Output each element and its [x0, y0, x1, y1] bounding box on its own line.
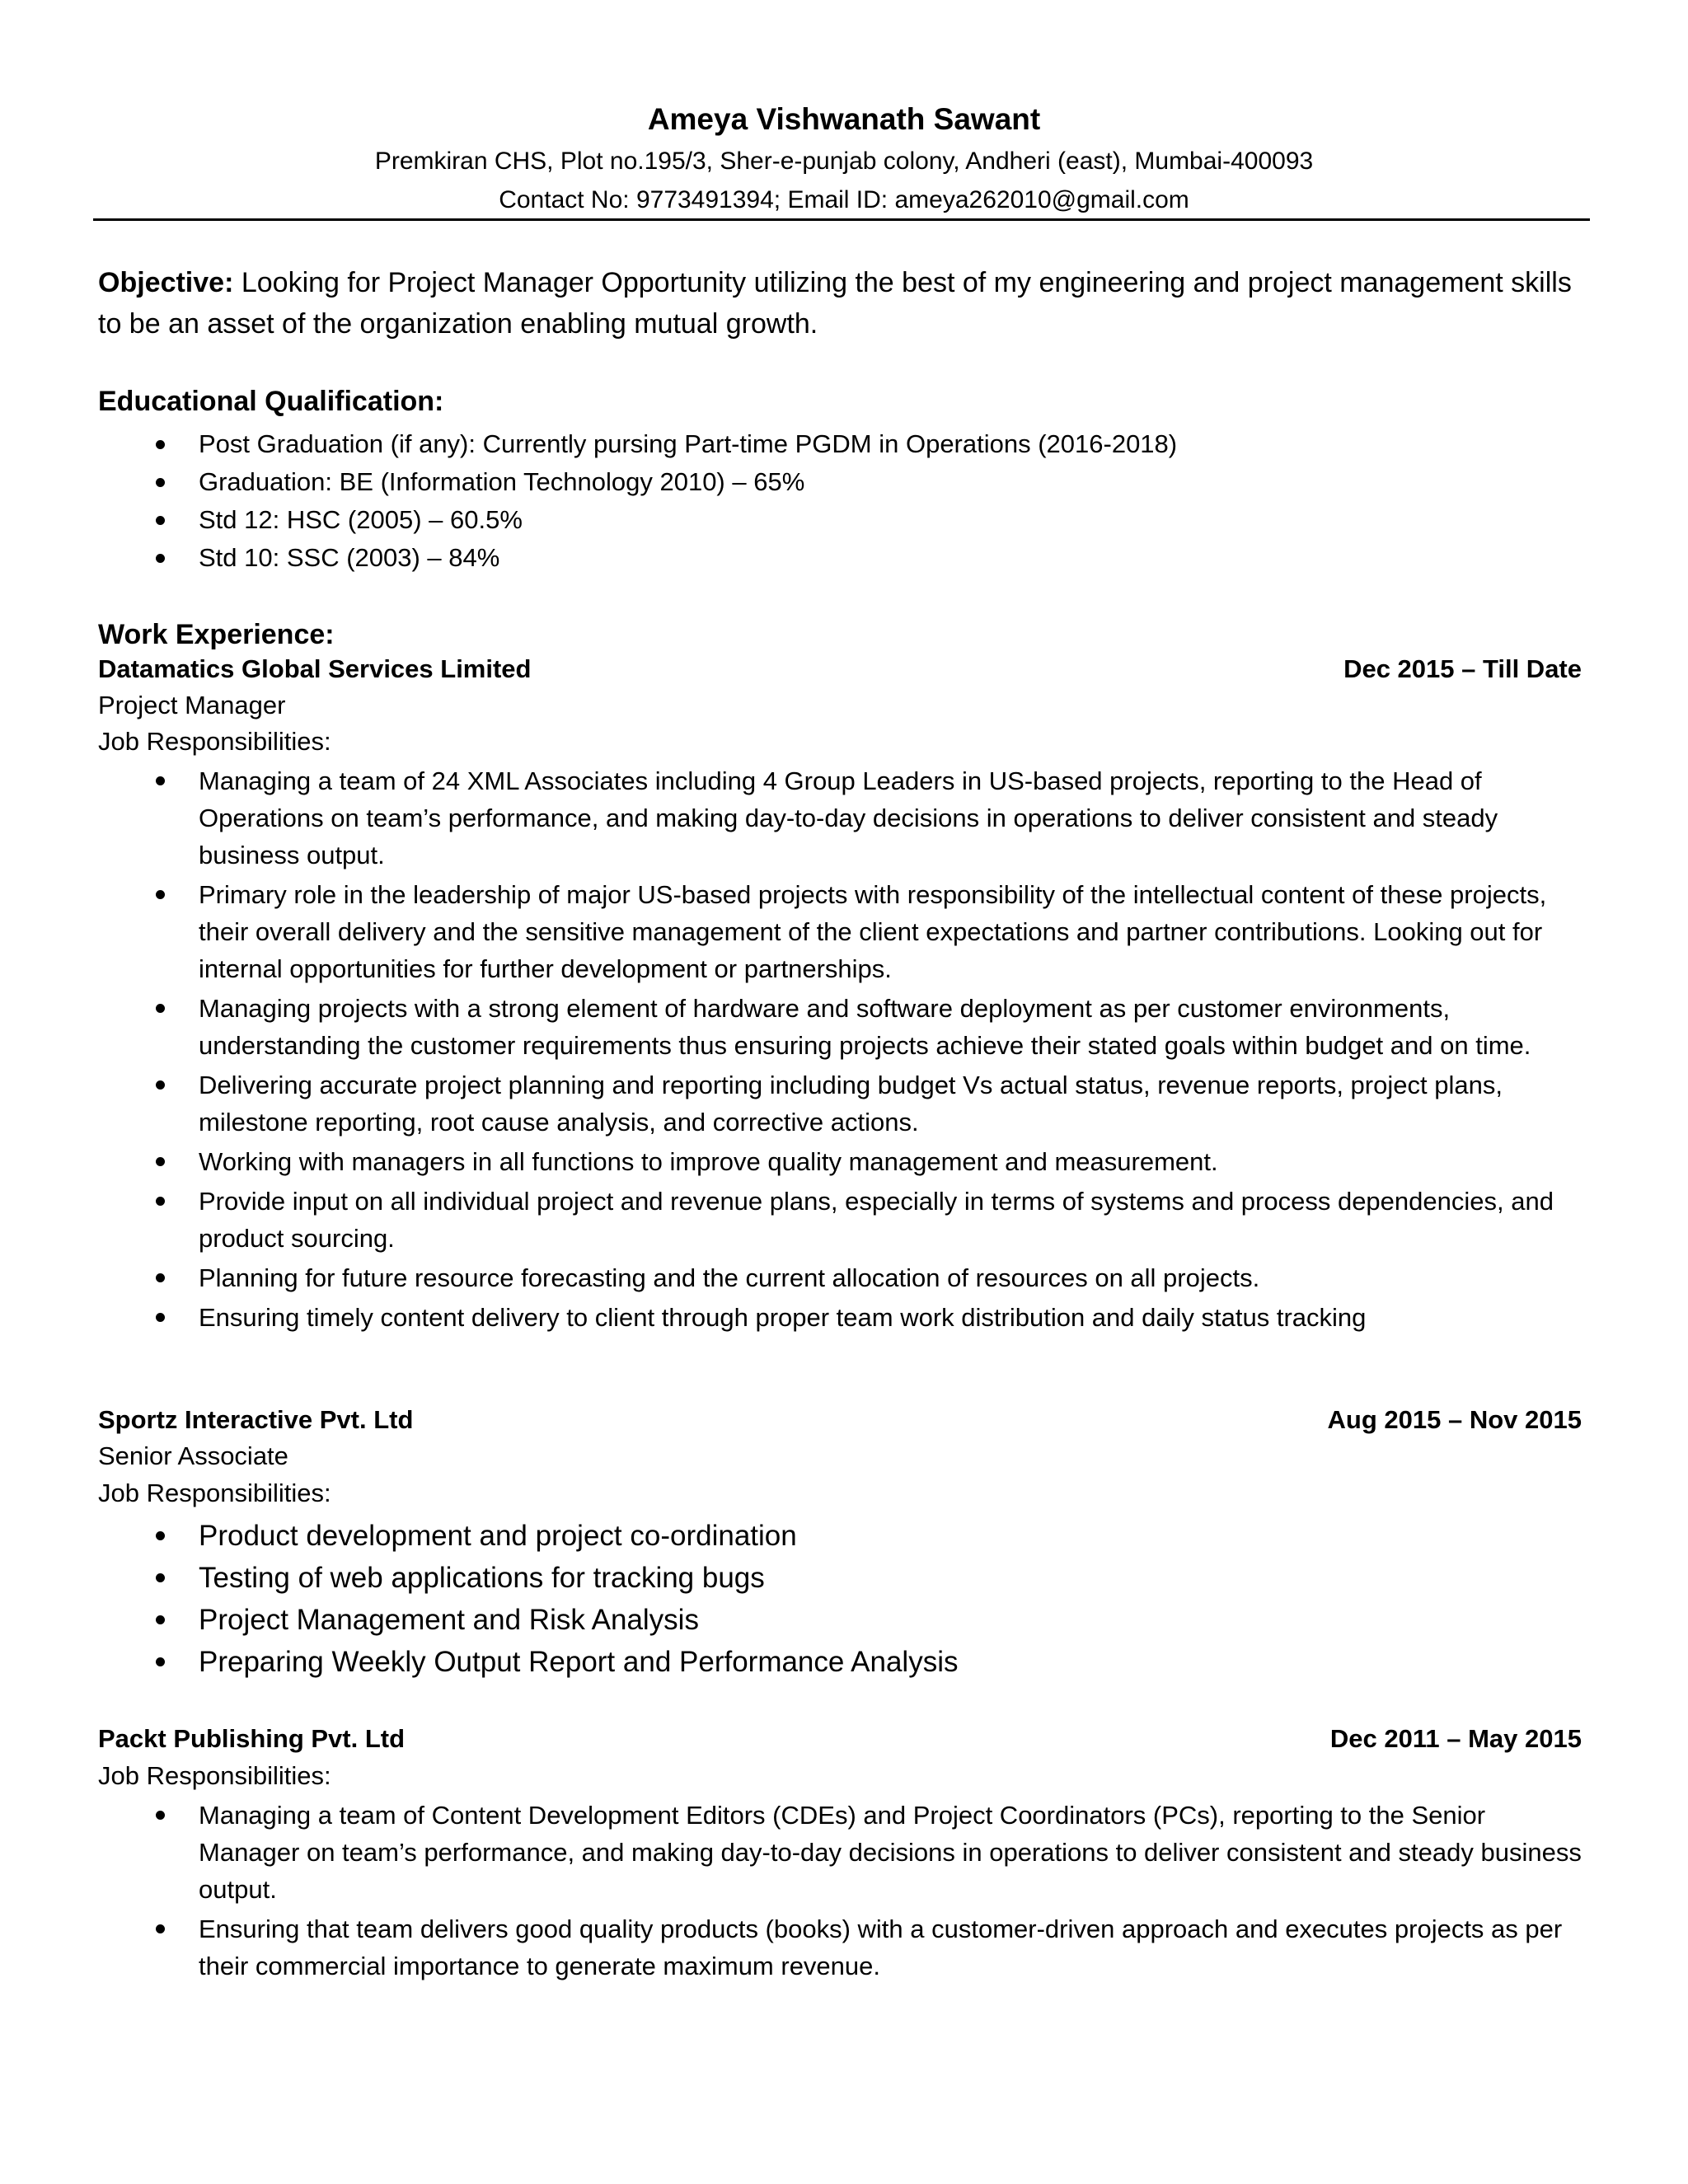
responsibilities-list — [98, 1515, 1590, 1683]
list-item: Ensuring that team delivers good quality products (books) with a customer-driven approach and executes projects as per their commercial importance to generate maximum revenue. — [98, 1910, 1590, 1985]
responsibilities-list — [98, 1797, 1590, 1987]
responsibilities-label: Job Responsibilities: — [98, 1479, 331, 1507]
work-heading: Work Experience: — [98, 619, 335, 650]
company-name: Datamatics Global Services Limited — [98, 654, 532, 683]
job-dates: Dec 2015 – Till Date — [1343, 654, 1582, 683]
education-list — [98, 425, 1590, 577]
list-item: Primary role in the leadership of major US-based projects with responsibility of the intellectual content of these projects, their overall delivery and the sensitive management of the client expectations and partner contributions. Looking out for internal opportunities for further development or partnerships. — [98, 876, 1590, 987]
company-name: Sportz Interactive Pvt. Ltd — [98, 1405, 414, 1434]
job-role: Project Manager — [98, 691, 286, 719]
job-dates: Dec 2011 – May 2015 — [1329, 1724, 1582, 1753]
education-heading: Educational Qualification: — [98, 386, 444, 417]
list-item: Managing projects with a strong element of hardware and software deployment as per customer environments, understanding the customer requirements thus ensuring projects achieve their stated goals within budget and on time. — [98, 990, 1590, 1064]
header-divider — [93, 218, 1590, 221]
job-role: Senior Associate — [98, 1441, 288, 1470]
list-item: Project Management and Risk Analysis — [98, 1599, 1590, 1641]
list-item: Std 10: SSC (2003) – 84% — [98, 539, 1590, 577]
company-name: Packt Publishing Pvt. Ltd — [98, 1724, 406, 1753]
list-item: Provide input on all individual project and revenue plans, especially in terms of systems and process dependencies, and product sourcing. — [98, 1183, 1590, 1257]
job-header — [98, 1722, 1582, 1755]
contact-line: Contact No: 9773491394; Email ID: ameya262010@gmail.com — [499, 186, 1189, 213]
list-item: Std 12: HSC (2005) – 60.5% — [98, 501, 1590, 539]
list-item: Testing of web applications for tracking bugs — [98, 1557, 1590, 1599]
list-item: Graduation: BE (Information Technology 2010) – 65% — [98, 463, 1590, 501]
list-item: Product development and project co-ordination — [98, 1515, 1590, 1557]
responsibilities-label: Job Responsibilities: — [98, 727, 331, 756]
address-line: Premkiran CHS, Plot no.195/3, Sher-e-punjab colony, Andheri (east), Mumbai-400093 — [374, 148, 1314, 175]
responsibilities-label: Job Responsibilities: — [98, 1761, 331, 1790]
responsibilities-list — [98, 762, 1590, 1338]
list-item: Preparing Weekly Output Report and Performance Analysis — [98, 1641, 1590, 1683]
list-item: Ensuring timely content delivery to client through proper team work distribution and daily status tracking — [98, 1299, 1590, 1336]
list-item: Delivering accurate project planning and reporting including budget Vs actual status, revenue reports, project plans, milestone reporting, root cause analysis, and corrective actions. — [98, 1066, 1590, 1141]
list-item: Post Graduation (if any): Currently pursing Part-time PGDM in Operations (2016-2018) — [98, 425, 1590, 463]
job-dates: Aug 2015 – Nov 2015 — [1327, 1405, 1582, 1434]
job-header — [98, 653, 1582, 686]
list-item: Working with managers in all functions to improve quality management and measurement. — [98, 1143, 1590, 1180]
objective-paragraph — [98, 262, 1582, 344]
list-item: Managing a team of Content Development Editors (CDEs) and Project Coordinators (PCs), reporting to the Senior Manager on team’s performance, and making day-to-day decisions in operations to deliver consistent and steady business output. — [98, 1797, 1590, 1908]
list-item: Planning for future resource forecasting and the current allocation of resources on all projects. — [98, 1259, 1590, 1296]
objective-label: Objective: — [98, 267, 234, 298]
candidate-name: Ameya Vishwanath Sawant — [647, 102, 1041, 136]
job-header — [98, 1404, 1582, 1436]
list-item: Managing a team of 24 XML Associates including 4 Group Leaders in US-based projects, reporting to the Head of Operations on team’s performance, and making day-to-day decisions in operations to deliver consistent and steady business output. — [98, 762, 1590, 874]
objective-text: Looking for Project Manager Opportunity utilizing the best of my engineering and project management skills to be an asset of the organization enabling mutual growth. — [98, 267, 1572, 340]
